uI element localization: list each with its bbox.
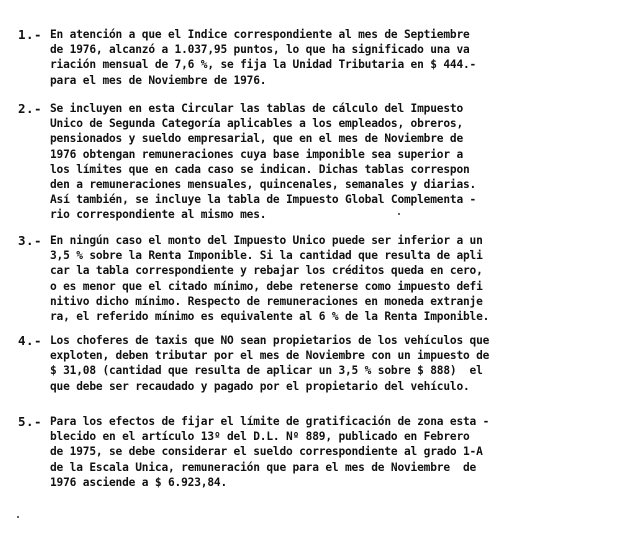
text-line: riación mensual de 7,6 %, se fija la Unidad Tributaria en $ 444.- xyxy=(50,58,477,72)
text-line: car la tabla correspondiente y rebajar los créditos queda en cero, xyxy=(50,264,483,278)
text-line: 1976 asciende a $ 6.923,84. xyxy=(50,475,227,489)
paragraph-text xyxy=(50,414,630,490)
text-line: $ 31,08 (cantidad que resulta de aplicar un 3,5 % sobre $ 888) el xyxy=(50,364,483,378)
text-line: Para los efectos de fijar el límite de gratificación de zona esta - xyxy=(50,415,490,428)
text-line: blecido en el artículo 13º del D.L. Nº 889, publicado en Febrero xyxy=(50,430,470,444)
paragraph-number: 4.- xyxy=(18,333,43,348)
text-line: den a remuneraciones mensuales, quincenales, semanales y diarias. xyxy=(50,177,477,191)
paragraph-number: 1.- xyxy=(18,27,43,42)
text-line: rio correspondiente al mismo mes. xyxy=(50,208,267,222)
text-line: de 1976, alcanzó a 1.037,95 puntos, lo que ha significado una va xyxy=(50,43,470,57)
paragraph-text xyxy=(50,233,630,324)
text-line: para el mes de Noviembre de 1976. xyxy=(50,73,267,87)
text-line: 3,5 % sobre la Renta Imponible. Si la cantidad que resulta de apli xyxy=(50,249,483,263)
text-line: Los choferes de taxis que NO sean propietarios de los vehículos que xyxy=(50,334,490,347)
text-line: que debe ser recaudado y pagado por el propietario del vehículo. xyxy=(50,379,470,393)
text-line: de 1975, se debe considerar el sueldo correspondiente al grado 1-A xyxy=(50,445,483,459)
text-line: nitivo dicho mínimo. Respecto de remuneraciones en moneda extranje xyxy=(50,294,483,308)
text-line: Unico de Segunda Categoría aplicables a los empleados, obreros, xyxy=(50,117,463,131)
paragraph-text xyxy=(50,333,630,394)
paragraph-number: 3.- xyxy=(18,233,43,248)
text-line: o es menor que el citado mínimo, debe retenerse como impuesto defi xyxy=(50,279,483,293)
text-line: ra, el referido mínimo es equivalente al 6 % de la Renta Imponible. xyxy=(50,309,490,323)
text-line: pensionados y sueldo empresarial, que en el mes de Noviembre de xyxy=(50,132,463,146)
text-line: En atención a que el Indice correspondiente al mes de Septiembre xyxy=(50,28,470,41)
scan-speck xyxy=(17,516,19,518)
text-line: En ningún caso el monto del Impuesto Unico puede ser inferior a un xyxy=(50,234,483,247)
paragraph-number: 2.- xyxy=(18,101,43,116)
text-line: Así también, se incluye la tabla de Impuesto Global Complementa - xyxy=(50,193,477,207)
text-line: de la Escala Unica, remuneración que para el mes de Noviembre de xyxy=(50,460,477,474)
scan-speck xyxy=(398,213,400,215)
text-line: Se incluyen en esta Circular las tablas de cálculo del Impuesto xyxy=(50,102,463,115)
text-line: 1976 obtengan remuneraciones cuya base imponible sea superior a xyxy=(50,147,463,161)
paragraph-text xyxy=(50,27,630,88)
text-line: los límites que en cada caso se indican. Dichas tablas correspon xyxy=(50,162,470,176)
paragraph-number: 5.- xyxy=(18,414,43,429)
paragraph-text xyxy=(50,101,630,223)
text-line: exploten, deben tributar por el mes de Noviembre con un impuesto de xyxy=(50,349,490,363)
